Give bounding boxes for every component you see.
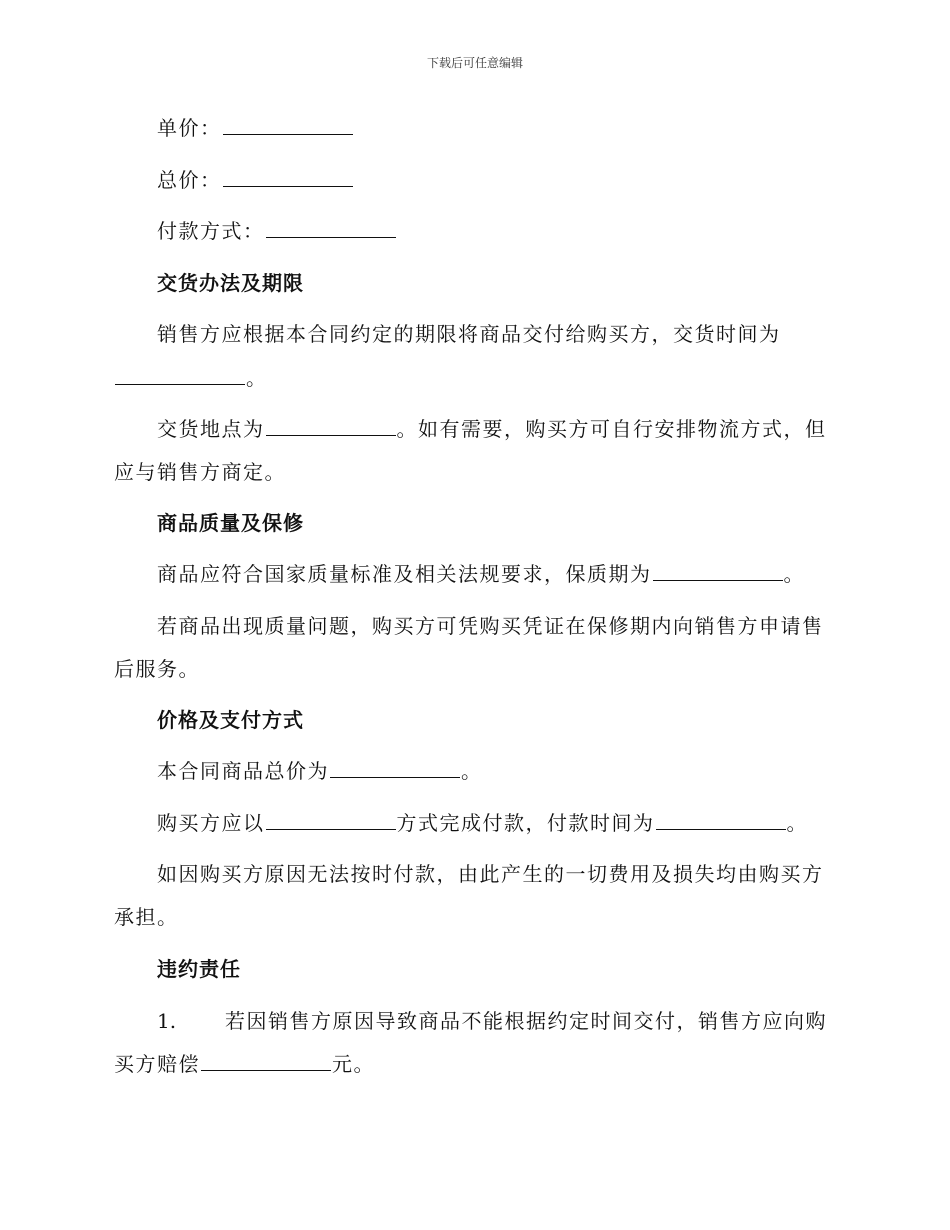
total-price-text: 本合同商品总价为	[157, 759, 329, 783]
unit-price-line	[157, 116, 877, 140]
contract-total-blank	[330, 759, 460, 778]
delivery-place-text: 交货地点为	[157, 417, 265, 441]
unit-price-label: 单价：	[157, 116, 222, 140]
quality-text-end: 。	[783, 562, 805, 586]
price-paragraph-2	[157, 811, 877, 835]
payment-method-blank	[266, 219, 396, 238]
total-price-blank	[223, 168, 353, 187]
total-price-line	[157, 168, 877, 192]
payment-text-a: 购买方应以	[157, 811, 265, 835]
quality-paragraph-2: 若商品出现质量问题，购买方可凭购买凭证在保修期内向销售方申请售	[157, 614, 824, 638]
liability-item-text: 若因销售方原因导致商品不能根据约定时间交付，销售方应向购	[225, 1009, 827, 1033]
liability-item-number: 1.	[157, 1009, 177, 1033]
delivery-paragraph-1-cont	[114, 366, 834, 390]
delivery-paragraph-2	[157, 417, 877, 441]
compensation-text-end: 元。	[332, 1052, 375, 1076]
delivery-place-blank	[266, 417, 396, 436]
payment-text-end: 。	[786, 811, 808, 835]
price-paragraph-1	[157, 759, 877, 783]
quality-text: 商品应符合国家质量标准及相关法规要求，保质期为	[157, 562, 652, 586]
unit-price-blank	[223, 116, 353, 135]
quality-paragraph-1	[157, 562, 877, 586]
section-heading-liability: 违约责任	[157, 957, 241, 981]
section-heading-quality: 商品质量及保修	[157, 511, 304, 535]
total-price-label: 总价：	[157, 168, 222, 192]
compensation-amount-blank	[201, 1052, 331, 1071]
total-price-text-end: 。	[461, 759, 483, 783]
payment-time-blank	[656, 811, 786, 830]
liability-item-1-cont	[114, 1052, 834, 1076]
section-heading-delivery: 交货办法及期限	[157, 271, 304, 295]
delivery-time-blank	[115, 366, 245, 385]
payment-method-line	[157, 219, 877, 243]
delivery-paragraph-2-cont: 应与销售方商定。	[114, 460, 286, 484]
delivery-paragraph-1: 销售方应根据本合同约定的期限将商品交付给购买方，交货时间为	[157, 322, 781, 346]
warranty-period-blank	[653, 562, 783, 581]
liability-item-1	[157, 1009, 877, 1033]
price-paragraph-3-cont: 承担。	[114, 905, 179, 929]
price-paragraph-3: 如因购买方原因无法按时付款，由此产生的一切费用及损失均由购买方	[157, 862, 824, 886]
delivery-paragraph-1-end: 。	[246, 366, 268, 390]
compensation-text: 买方赔偿	[114, 1052, 200, 1076]
payment-method-label: 付款方式：	[157, 219, 265, 243]
payment-text-b: 方式完成付款，付款时间为	[396, 811, 655, 835]
section-heading-price: 价格及支付方式	[157, 708, 304, 732]
delivery-logistics-text: 。如有需要，购买方可自行安排物流方式，但	[396, 417, 827, 441]
payment-way-blank	[266, 811, 396, 830]
page-header: 下载后可任意编辑	[426, 56, 523, 70]
quality-paragraph-2-cont: 后服务。	[114, 657, 200, 681]
